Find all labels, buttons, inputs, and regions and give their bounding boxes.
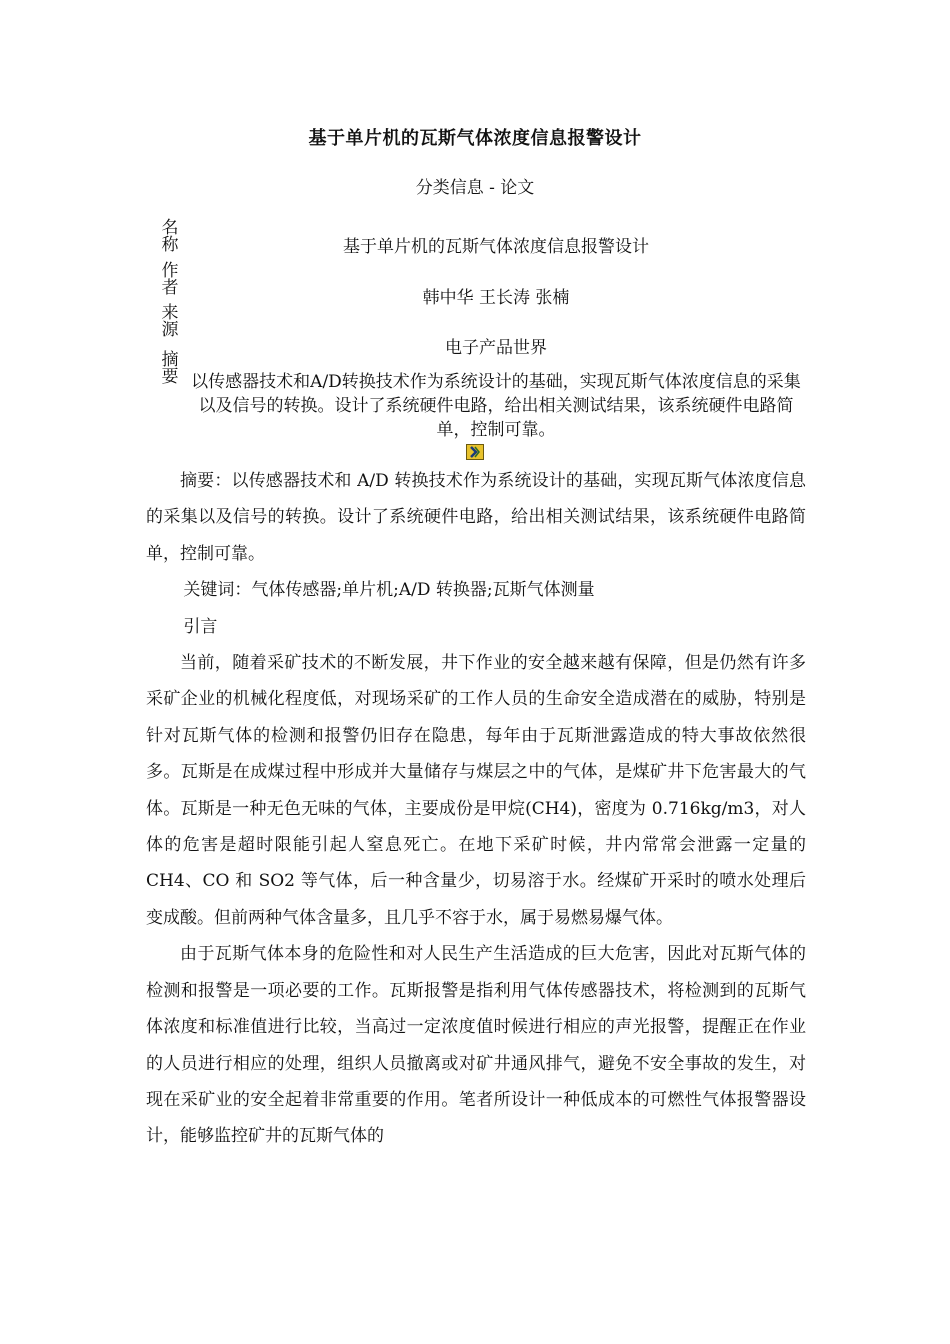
body-paragraph-2: 由于瓦斯气体本身的危险性和对人民生产生活造成的巨大危害，因此对瓦斯气体的检测和报警是一项必要的工作。瓦斯报警是指利用气体传感器技术，将检测到的瓦斯气体浓度和标准值进行比较，当高过一定浓度值时候进行相应的声光报警，提醒正在作业的人员进行相应的处理，组织人员撤离或对矿井通风排气，避免不安全事故的发生，对现在采矿业的安全起着非常重要的作用。笔者所设计一种低成本的可燃性气体报警器设计，能够监控矿井的瓦斯气体的 (146, 944, 806, 1147)
meta-source-value: 电子产品世界 (445, 338, 547, 358)
meta-author-value: 韩中华 王长涛 张楠 (422, 288, 570, 308)
label-author (154, 261, 176, 304)
category-line: 分类信息 - 论文 (415, 178, 535, 198)
article-body (146, 463, 806, 1155)
label-abstract (154, 350, 176, 393)
keywords-line: 关键词：气体传感器;单片机;A/D 转换器;瓦斯气体测量 (183, 580, 595, 601)
meta-abstract-value: 以传感器技术和A/D转换技术作为系统设计的基础，实现瓦斯气体浓度信息的采集以及信号的转换。设计了系统硬件电路，给出相关测试结果，该系统硬件电路简单，控制可靠。 (191, 372, 801, 440)
document-icon[interactable] (466, 444, 484, 460)
abstract-paragraph: 摘要：以传感器技术和 A/D 转换技术作为系统设计的基础，实现瓦斯气体浓度信息的采集以及信号的转换。设计了系统硬件电路，给出相关测试结果，该系统硬件电路简单，控制可靠。 (146, 471, 806, 564)
label-source (154, 303, 176, 346)
label-source-text: 来源 (157, 303, 178, 337)
meta-labels (154, 218, 176, 392)
meta-name-value: 基于单片机的瓦斯气体浓度信息报警设计 (343, 237, 649, 257)
document-title: 基于单片机的瓦斯气体浓度信息报警设计 (308, 128, 642, 149)
label-name-text: 名称 (157, 218, 178, 252)
intro-heading: 引言 (183, 616, 218, 637)
label-abstract-text: 摘要 (157, 349, 178, 384)
document-icon-glyph (467, 445, 483, 459)
body-paragraph-1: 当前，随着采矿技术的不断发展，井下作业的安全越来越有保障，但是仍然有许多采矿企业的机械化程度低，对现场采矿的工作人员的生命安全造成潜在的威胁，特别是针对瓦斯气体的检测和报警仍旧存在隐患，每年由于瓦斯泄露造成的特大事故依然很多。瓦斯是在成煤过程中形成并大量储存与煤层之中的气体，是煤矿井下危害最大的气体。瓦斯是一种无色无味的气体，主要成份是甲烷(CH4)，密度为 0.716kg/m3，对人体的危害是超时限能引起人窒息死亡。在地下采矿时候，井内常常会泄露一定量的 CH4、CO 和 SO2 等气体，后一种含量少，切易溶于水。经煤矿开采时的喷水处理后变成酸。但前两种气体含量多，且几乎不容于水，属于易燃易爆气体。 (146, 653, 806, 928)
label-author-text: 作者 (157, 260, 178, 295)
label-name (154, 218, 176, 261)
